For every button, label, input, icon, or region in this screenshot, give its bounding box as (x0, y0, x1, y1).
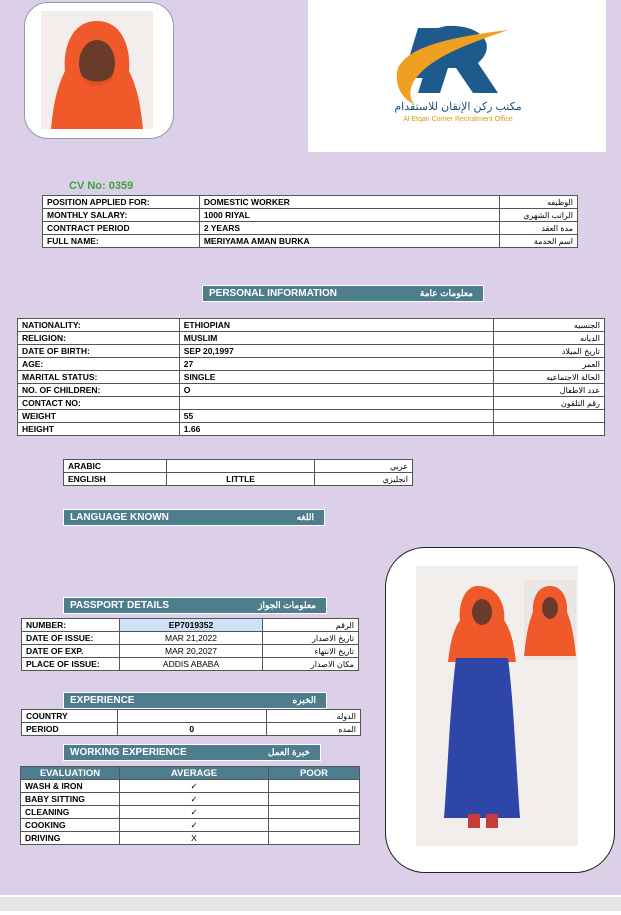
language-table (63, 459, 413, 486)
evaluation-row (21, 793, 360, 806)
full-body-photo-frame (385, 547, 615, 873)
personal-row (18, 358, 605, 371)
passport-value: MAR 20,2027 (119, 645, 262, 658)
experience-row (22, 710, 361, 723)
personal-label-ar: تاريخ الميلاد (494, 345, 605, 358)
position-table (42, 195, 578, 248)
experience-title: EXPERIENCE (70, 695, 135, 706)
personal-info-table (17, 318, 605, 436)
passport-label: DATE OF EXP. (22, 645, 120, 658)
portrait-frame (24, 2, 174, 139)
personal-label-ar: رقم التلفون (494, 397, 605, 410)
passport-label-ar: الرقم (263, 619, 359, 632)
portrait-photo (41, 11, 153, 129)
passport-table (21, 618, 359, 671)
page-footer-strip (0, 897, 621, 911)
passport-value: ADDIS ABABA (119, 658, 262, 671)
personal-label-ar (494, 410, 605, 423)
position-label-ar: الراتب الشهري (499, 209, 577, 222)
position-row (43, 222, 578, 235)
experience-header (63, 692, 327, 709)
personal-label-ar (494, 423, 605, 436)
evaluation-header-row (21, 767, 360, 780)
personal-info-title: PERSONAL INFORMATION (209, 288, 337, 299)
personal-label-ar: الحالة الاجتماعيه (494, 371, 605, 384)
passport-row (22, 632, 359, 645)
cv-number: CV No: 0359 (69, 180, 134, 192)
language-label-ar: عربي (314, 460, 412, 473)
evaluation-skill: BABY SITTING (21, 793, 120, 806)
personal-row (18, 319, 605, 332)
experience-label: PERIOD (22, 723, 118, 736)
evaluation-skill: DRIVING (21, 832, 120, 845)
language-label: ENGLISH (64, 473, 167, 486)
evaluation-skill: WASH & IRON (21, 780, 120, 793)
passport-label-ar: مكان الاصدار (263, 658, 359, 671)
evaluation-row (21, 806, 360, 819)
language-known-header (63, 509, 325, 526)
company-logo-icon (388, 18, 528, 113)
position-label: FULL NAME: (43, 235, 200, 248)
personal-row (18, 410, 605, 423)
personal-label: NO. OF CHILDREN: (18, 384, 180, 397)
passport-label-ar: تاريخ الاصدار (263, 632, 359, 645)
position-value: 2 YEARS (199, 222, 499, 235)
personal-label: RELIGION: (18, 332, 180, 345)
personal-info-header (202, 285, 484, 302)
position-label: CONTRACT PERIOD (43, 222, 200, 235)
evaluation-table (20, 766, 360, 845)
experience-label-ar: المده (266, 723, 360, 736)
evaluation-skill: CLEANING (21, 806, 120, 819)
personal-value: O (179, 384, 493, 397)
language-known-title: LANGUAGE KNOWN (70, 512, 169, 523)
evaluation-col-average: AVERAGE (120, 767, 269, 780)
evaluation-average: ✓ (120, 819, 269, 832)
passport-label: PLACE OF ISSUE: (22, 658, 120, 671)
language-value (167, 460, 315, 473)
personal-label: DATE OF BIRTH: (18, 345, 180, 358)
position-row (43, 196, 578, 209)
evaluation-average: ✓ (120, 793, 269, 806)
personal-label: NATIONALITY: (18, 319, 180, 332)
passport-value: EP7019352 (119, 619, 262, 632)
evaluation-average: X (120, 832, 269, 845)
language-row (64, 473, 413, 486)
evaluation-col-poor: POOR (269, 767, 360, 780)
evaluation-average: ✓ (120, 806, 269, 819)
experience-label: COUNTRY (22, 710, 118, 723)
personal-value: 27 (179, 358, 493, 371)
position-label-ar: مدة العقد (499, 222, 577, 235)
personal-value: SINGLE (179, 371, 493, 384)
experience-table (21, 709, 361, 736)
personal-label: MARITAL STATUS: (18, 371, 180, 384)
working-experience-title-ar: خبرة العمل (267, 747, 310, 757)
logo-arabic-text: مكتب ركن الإتقان للاستقدام (394, 101, 522, 113)
evaluation-poor (269, 793, 360, 806)
language-value: LITTLE (167, 473, 315, 486)
personal-value: MUSLIM (179, 332, 493, 345)
personal-label: WEIGHT (18, 410, 180, 423)
evaluation-skill: COOKING (21, 819, 120, 832)
personal-value: SEP 20,1997 (179, 345, 493, 358)
passport-details-title-ar: معلومات الجواز (258, 600, 316, 610)
personal-value: 55 (179, 410, 493, 423)
experience-value (117, 710, 266, 723)
language-label-ar: انجليزي (314, 473, 412, 486)
headscarf-portrait-icon (41, 11, 153, 129)
evaluation-row (21, 780, 360, 793)
personal-label-ar: العمر (494, 358, 605, 371)
position-label: POSITION APPLIED FOR: (43, 196, 200, 209)
passport-details-header (63, 597, 327, 614)
personal-label-ar: عدد الاطفال (494, 384, 605, 397)
language-row (64, 460, 413, 473)
position-label-ar: الوظيفه (499, 196, 577, 209)
language-label: ARABIC (64, 460, 167, 473)
full-body-photo (416, 566, 578, 846)
evaluation-row (21, 832, 360, 845)
position-label: MONTHLY SALARY: (43, 209, 200, 222)
evaluation-poor (269, 819, 360, 832)
evaluation-col-skill: EVALUATION (21, 767, 120, 780)
position-value: 1000 RIYAL (199, 209, 499, 222)
personal-label-ar: الجنسيه (494, 319, 605, 332)
personal-value: ETHIOPIAN (179, 319, 493, 332)
personal-row (18, 345, 605, 358)
passport-details-title: PASSPORT DETAILS (70, 600, 170, 611)
working-experience-title: WORKING EXPERIENCE (70, 747, 187, 758)
personal-label: CONTACT NO: (18, 397, 180, 410)
evaluation-poor (269, 806, 360, 819)
passport-label: DATE OF ISSUE: (22, 632, 120, 645)
personal-row (18, 371, 605, 384)
personal-info-title-ar: معلومات عامة (419, 288, 473, 298)
personal-value (179, 397, 493, 410)
experience-label-ar: الدوله (266, 710, 360, 723)
personal-value: 1.66 (179, 423, 493, 436)
logo-english-text: Al Etqan Corner Recruitment Office (403, 116, 513, 123)
position-label-ar: اسم الخدمة (499, 235, 577, 248)
passport-value: MAR 21,2022 (119, 632, 262, 645)
personal-label: AGE: (18, 358, 180, 371)
passport-label: NUMBER: (22, 619, 120, 632)
personal-row (18, 397, 605, 410)
full-body-portrait-icon (416, 566, 578, 846)
personal-row (18, 423, 605, 436)
position-value: MERIYAMA AMAN BURKA (199, 235, 499, 248)
evaluation-poor (269, 780, 360, 793)
personal-label: HEIGHT (18, 423, 180, 436)
personal-row (18, 332, 605, 345)
evaluation-average: ✓ (120, 780, 269, 793)
passport-row (22, 645, 359, 658)
logo-panel (308, 0, 606, 152)
personal-row (18, 384, 605, 397)
position-row (43, 209, 578, 222)
working-experience-header (63, 744, 321, 761)
experience-row (22, 723, 361, 736)
personal-label-ar: الديانه (494, 332, 605, 345)
passport-row (22, 658, 359, 671)
language-known-title-ar: اللغه (296, 512, 314, 522)
position-row (43, 235, 578, 248)
position-value: DOMESTIC WORKER (199, 196, 499, 209)
passport-label-ar: تاريخ الانتهاء (263, 645, 359, 658)
evaluation-row (21, 819, 360, 832)
evaluation-poor (269, 832, 360, 845)
passport-row (22, 619, 359, 632)
experience-value: 0 (117, 723, 266, 736)
experience-title-ar: الخبره (292, 695, 316, 705)
